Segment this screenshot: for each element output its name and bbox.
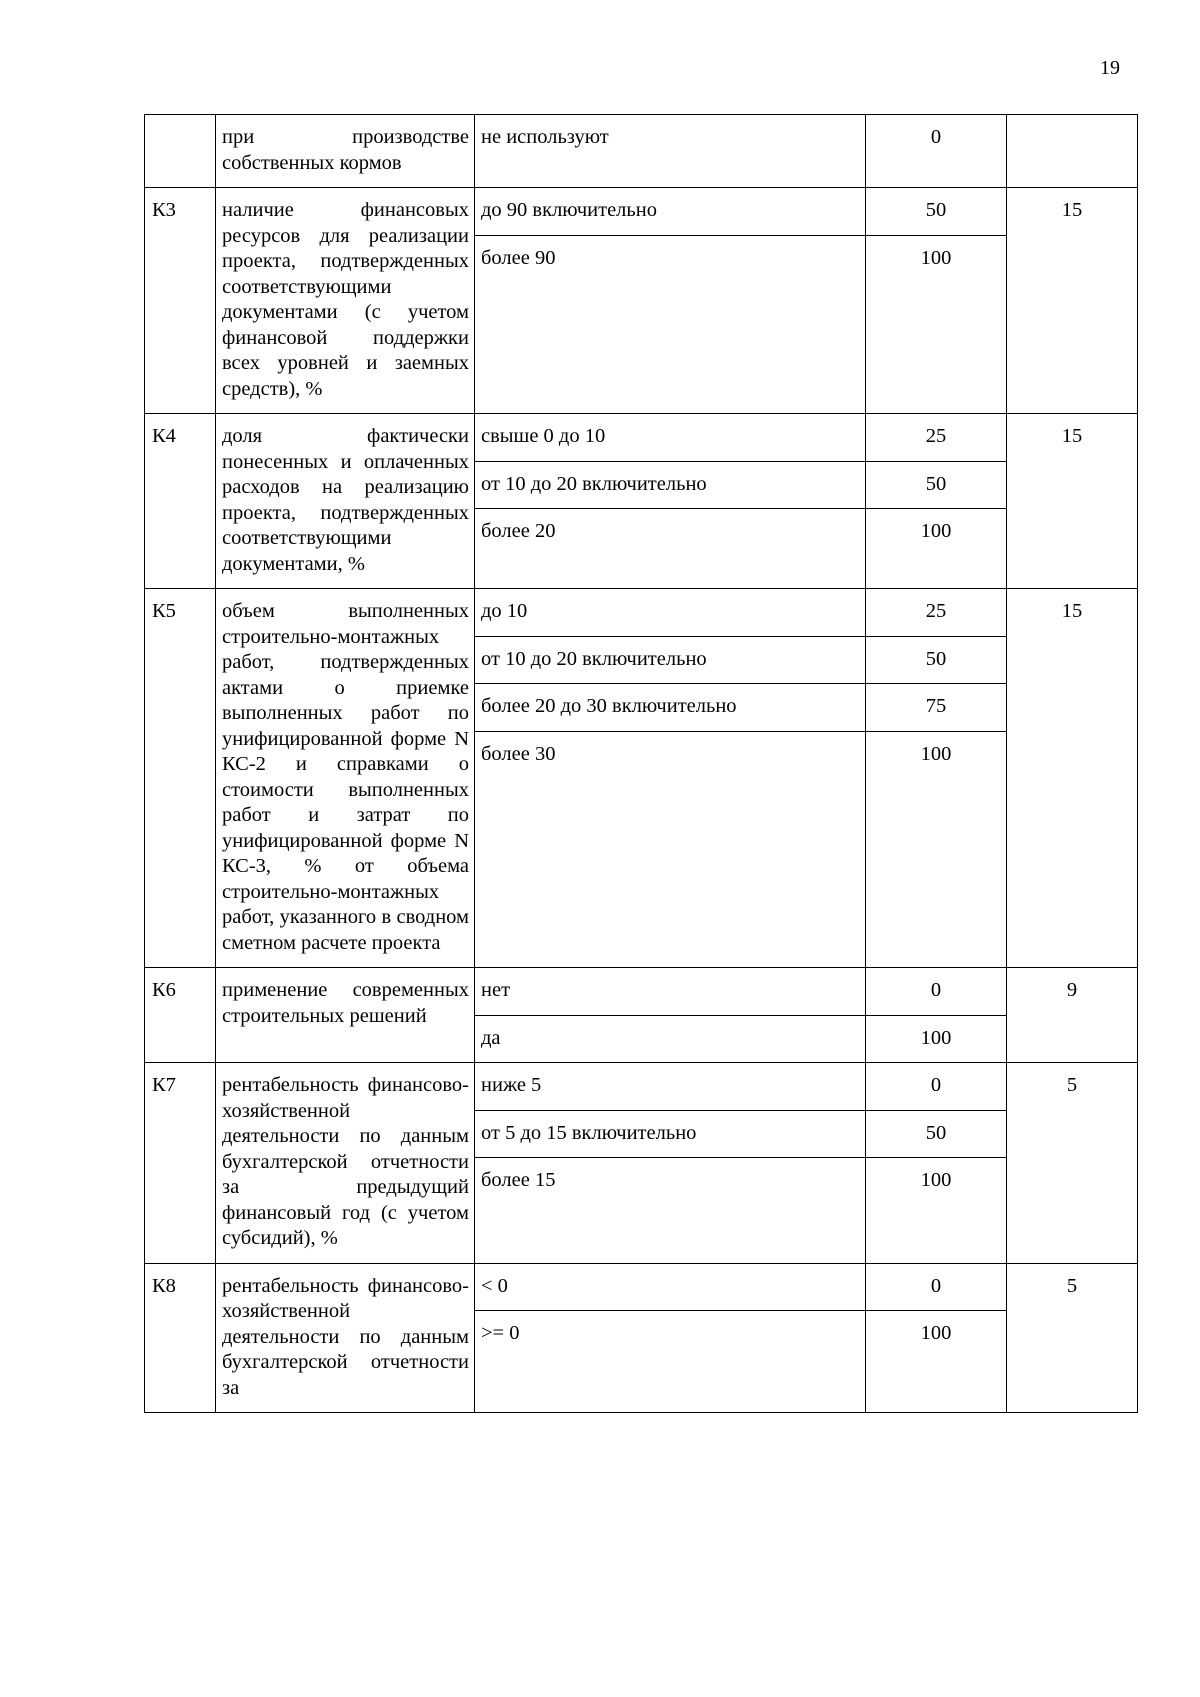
criterion-name: применение современных строительных решений <box>216 968 475 1063</box>
option-points: 0 <box>866 115 1007 188</box>
table-row <box>145 1063 1138 1111</box>
option-value: более 20 до 30 включительно <box>475 684 866 732</box>
option-points: 25 <box>866 414 1007 462</box>
table-row <box>145 589 1138 637</box>
option-points: 0 <box>866 1263 1007 1311</box>
criterion-name: наличие финансовых ресурсов для реализации проекта, подтвержденных соответствующими документами (с учетом финансовой поддержки всех уровней и заемных средств), % <box>216 188 475 414</box>
criterion-code: К5 <box>145 589 216 968</box>
option-points: 0 <box>866 1063 1007 1111</box>
criterion-code <box>145 115 216 188</box>
option-value: >= 0 <box>475 1311 866 1413</box>
table-row <box>145 1263 1138 1311</box>
option-points: 100 <box>866 1158 1007 1264</box>
criterion-weight: 15 <box>1007 414 1138 589</box>
option-points: 100 <box>866 1015 1007 1063</box>
option-value: от 10 до 20 включительно <box>475 636 866 684</box>
option-points: 75 <box>866 684 1007 732</box>
criterion-weight: 9 <box>1007 968 1138 1063</box>
option-points: 100 <box>866 509 1007 589</box>
option-points: 50 <box>866 636 1007 684</box>
criterion-weight: 15 <box>1007 589 1138 968</box>
criterion-weight: 15 <box>1007 188 1138 414</box>
criterion-code: К3 <box>145 188 216 414</box>
option-points: 50 <box>866 461 1007 509</box>
option-points: 0 <box>866 968 1007 1016</box>
option-value: от 5 до 15 включительно <box>475 1110 866 1158</box>
criterion-code: К8 <box>145 1263 216 1413</box>
table-row <box>145 968 1138 1016</box>
criterion-name: доля фактически понесенных и оплаченных расходов на реализацию проекта, подтвержденных соответствующими документами, % <box>216 414 475 589</box>
criterion-weight: 5 <box>1007 1263 1138 1413</box>
criterion-weight <box>1007 115 1138 188</box>
option-value: более 90 <box>475 235 866 414</box>
criterion-name: рентабельность финансово-хозяйственной деятельности по данным бухгалтерской отчетности за <box>216 1263 475 1413</box>
option-value: ниже 5 <box>475 1063 866 1111</box>
criterion-code: К6 <box>145 968 216 1063</box>
page-number: 19 <box>1100 57 1120 79</box>
option-points: 100 <box>866 1311 1007 1413</box>
option-points: 100 <box>866 731 1007 968</box>
table-row <box>145 115 1138 188</box>
option-value: свыше 0 до 10 <box>475 414 866 462</box>
option-value: более 15 <box>475 1158 866 1264</box>
option-points: 25 <box>866 589 1007 637</box>
option-points: 50 <box>866 1110 1007 1158</box>
criterion-name: объем выполненных строительно-монтажных работ, подтвержденных актами о приемке выполненных работ по унифицированной форме N КС-2 и справками о стоимости выполненных работ и затрат по унифицированной форме N КС-3, % от объема строительно-монтажных работ, указанного в сводном сметном расчете проекта <box>216 589 475 968</box>
option-value: до 10 <box>475 589 866 637</box>
table-row <box>145 188 1138 236</box>
criterion-name: рентабельность финансово-хозяйственной деятельности по данным бухгалтерской отчетности за предыдущий финансовый год (с учетом субсидий), % <box>216 1063 475 1264</box>
option-points: 100 <box>866 235 1007 414</box>
option-value: < 0 <box>475 1263 866 1311</box>
option-value: не используют <box>475 115 866 188</box>
option-value: более 20 <box>475 509 866 589</box>
option-value: до 90 включительно <box>475 188 866 236</box>
option-value: от 10 до 20 включительно <box>475 461 866 509</box>
option-value: более 30 <box>475 731 866 968</box>
option-points: 50 <box>866 188 1007 236</box>
criterion-name: при производстве собственных кормов <box>216 115 475 188</box>
criteria-table <box>144 114 1138 1413</box>
criterion-code: К7 <box>145 1063 216 1264</box>
criterion-code: К4 <box>145 414 216 589</box>
option-value: да <box>475 1015 866 1063</box>
option-value: нет <box>475 968 866 1016</box>
table-row <box>145 414 1138 462</box>
criterion-weight: 5 <box>1007 1063 1138 1264</box>
